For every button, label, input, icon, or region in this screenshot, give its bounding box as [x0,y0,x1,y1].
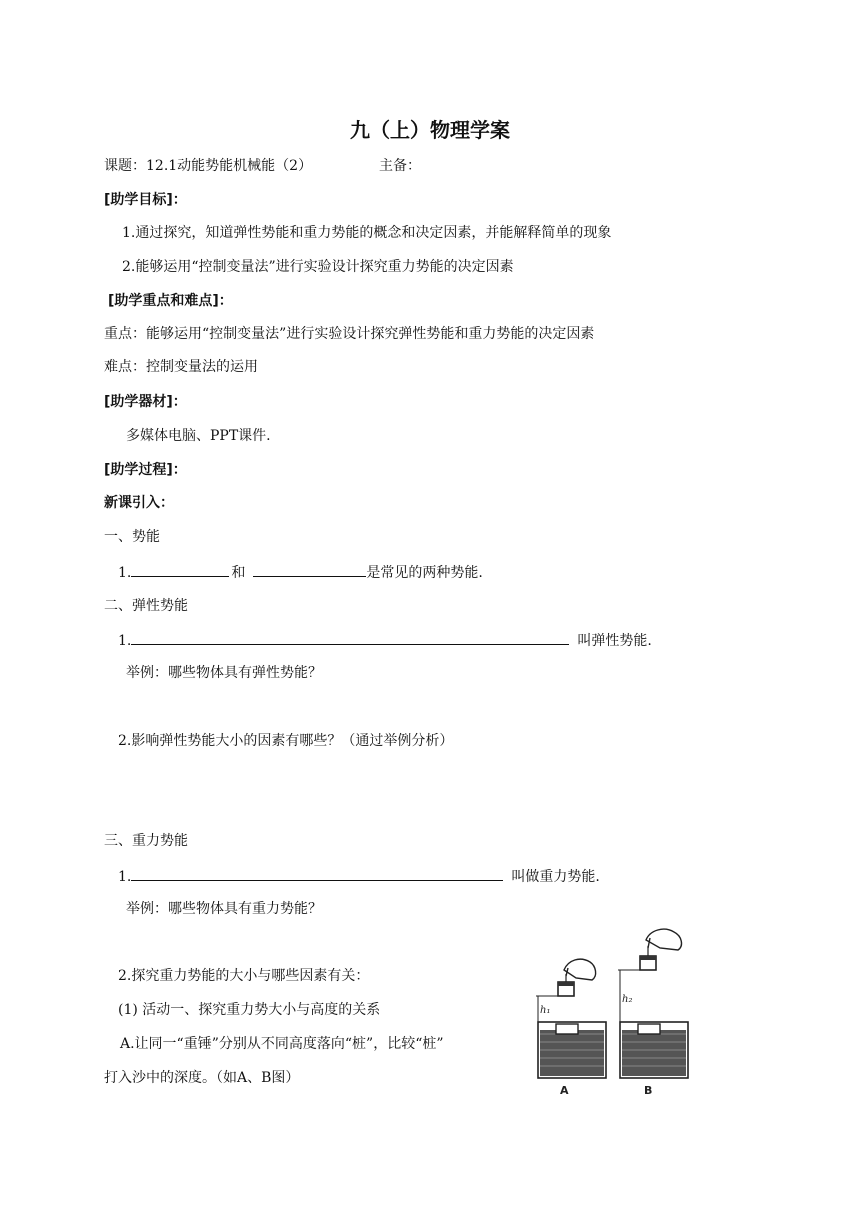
panel-b [618,929,688,1097]
step-a-line-2: 打入沙中的深度。（如A、B图） [104,1070,300,1086]
equipment-heading: [助学器材]： [104,394,187,410]
equipment-text: 多媒体电脑、PPT课件. [126,428,271,444]
difficulty-text: 难点：控制变量法的运用 [104,359,258,375]
activity-one: (1) 活动一、探究重力势大小与高度的关系 [118,1002,381,1018]
gravity-question-1 [118,866,600,886]
panel-b-label: B [644,1084,653,1097]
elastic-question-2: 2.影响弹性势能大小的因素有哪些？（通过举例分析） [118,733,454,749]
hand-icon [646,929,681,950]
keypoints-heading: [助学重点和难点]： [108,293,233,309]
page-title: 九（上）物理学案 [350,118,510,142]
q-number: 1. [118,565,132,581]
stake-icon [556,1024,578,1034]
gravity-question-2: 2.探究重力势能的大小与哪些因素有关： [118,968,370,984]
keypoint-text: 重点：能够运用“控制变量法”进行实验设计探究弹性势能和重力势能的决定因素 [104,326,595,342]
q-suffix: 叫做重力势能. [511,869,600,885]
panel-a-label: A [560,1084,569,1097]
gravity-heading: 三、重力势能 [104,833,188,849]
q-suffix: 是常见的两种势能. [366,565,483,581]
height-label-h2: h₂ [622,994,633,1005]
answer-blank[interactable] [253,562,366,577]
q-suffix: 叫弹性势能. [577,633,652,649]
gravity-example: 举例：哪些物体具有重力势能？ [126,901,322,917]
answer-blank[interactable] [131,562,229,577]
potential-heading: 一、势能 [104,529,160,545]
goal-1: 1.通过探究，知道弹性势能和重力势能的概念和决定因素，并能解释简单的现象 [122,225,612,241]
elastic-heading: 二、弹性势能 [104,598,188,614]
potential-question-1 [118,562,483,582]
topic-line [104,157,421,175]
topic-label: 课题：12.1动能势能机械能（2） [104,158,313,174]
stake-icon [638,1024,660,1034]
hand-icon [564,959,596,980]
hammer-stake-figure [518,926,698,1100]
panel-a [536,959,606,1097]
process-heading: [助学过程]： [104,462,187,478]
elastic-question-1 [118,630,652,650]
goals-heading: [助学目标]： [104,192,187,208]
elastic-example: 举例：哪些物体具有弹性势能？ [126,665,322,681]
height-label-h1: h₁ [540,1005,551,1016]
intro-heading: 新课引入： [104,495,174,511]
q-number: 1. [118,869,132,885]
goal-2: 2.能够运用“控制变量法”进行实验设计探究重力势能的决定因素 [122,259,514,275]
q-number: 1. [118,633,132,649]
connector-text: 和 [231,565,246,581]
answer-blank[interactable] [131,866,503,881]
step-a-line-1: A.让同一“重锤”分别从不同高度落向“桩”，比较“桩” [120,1036,444,1052]
preparer-label: 主备： [379,158,421,174]
answer-blank[interactable] [131,630,569,645]
